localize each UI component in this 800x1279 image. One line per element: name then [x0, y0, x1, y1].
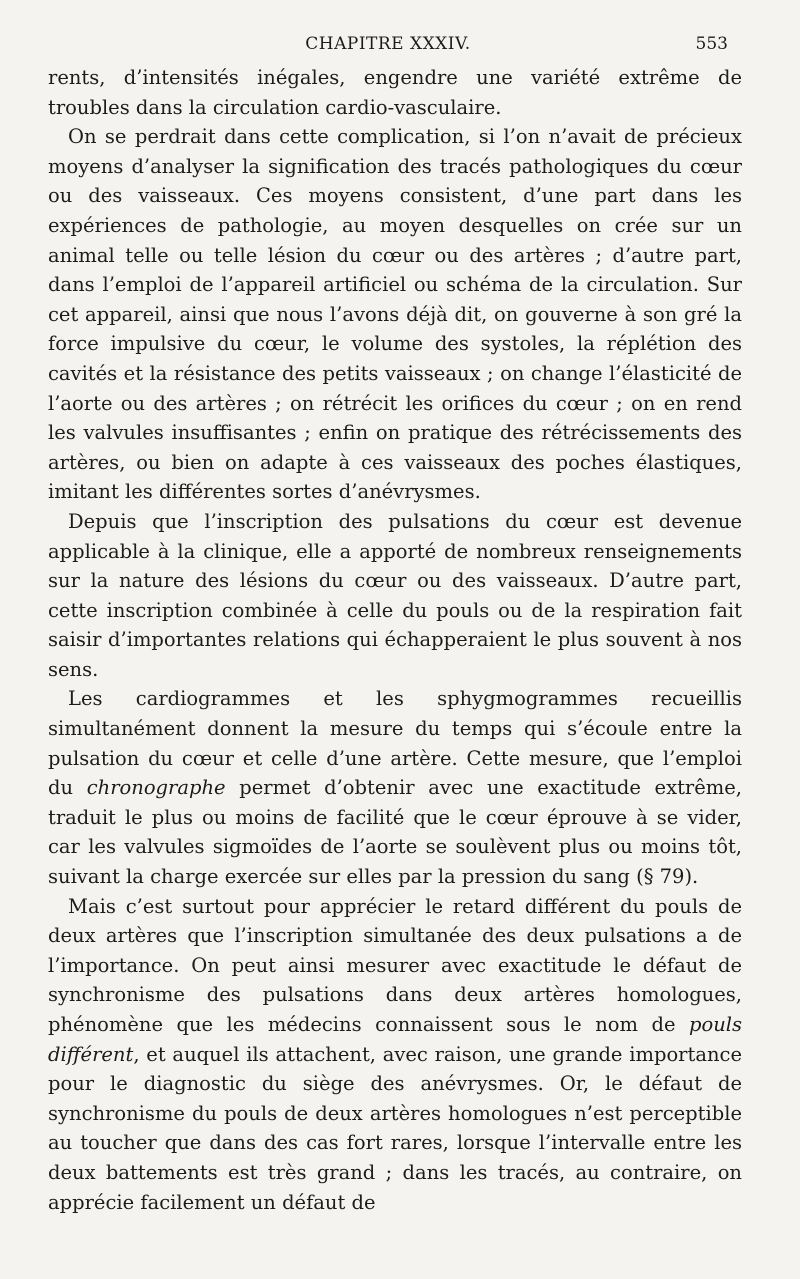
paragraph-clinical-inscription: Depuis que l’inscription des pulsations du cœur est devenue applicable à la clinique, elle a apporté de nombreux renseignements sur la nature des lésions du cœur ou des vaisseaux. D’autre part, cette inscription combinée à celle du pouls ou de la respiration fait saisir d’importantes relations qui échapperaient le plus souvent à nos sens.: [48, 509, 742, 681]
body-text: [48, 63, 742, 1217]
paragraph-continued: rents, d’intensités inégales, engendre une variété extrême de troubles dans la circulation cardio-vasculaire.: [48, 66, 742, 119]
paragraph-pouls-different: [48, 892, 742, 1218]
italic-term-chronographe: chronographe: [86, 776, 226, 800]
italic-term-pouls-different: pouls différent: [48, 1013, 742, 1066]
chapter-title: CHAPITRE XXXIV.: [305, 34, 471, 54]
paragraph-text: , et auquel ils attachent, avec raison, une grande importance pour le diagnostic du siège des anévrysmes. Or, le défaut de synchronisme du pouls de deux artères homologues n’est perceptible au toucher que dans des cas fort rares, lorsque l’intervalle entre les deux battements est très grand ; dans les tracés, au contraire, on apprécie facilement un défaut de: [48, 1042, 742, 1214]
paragraph-cardiograms: [48, 684, 742, 891]
paragraph-text: Les cardiogrammes et les sphygmogrammes recueillis simultanément donnent la mesure du temps qui s’écoule entre la pulsation du cœur et celle d’une artère. Cette mesure, que l’emploi du: [48, 687, 742, 800]
paragraph-text: permet d’obtenir avec une exactitude extrême, traduit le plus ou moins de facilité que le cœur éprouve à se vider, car les valvules sigmoïdes de l’aorte se soulèvent plus ou moins tôt, suivant la charge exercée sur elles par la pression du sang (§ 79).: [48, 776, 742, 889]
running-header: [48, 34, 728, 60]
paragraph-text: Mais c’est surtout pour apprécier le retard différent du pouls de deux artères que l’inscription simultanée des deux pulsations a de l’importance. On peut ainsi mesurer avec exactitude le défaut de synchronisme des pulsations dans deux artères homologues, phénomène que les médecins connaissent sous le nom de: [48, 894, 742, 1036]
paragraph-analysis-means: On se perdrait dans cette complication, si l’on n’avait de précieux moyens d’analyser la signification des tracés pathologiques du cœur ou des vaisseaux. Ces moyens consistent, d’une part dans les expériences de pathologie, au moyen desquelles on crée sur un animal telle ou telle lésion du cœur ou des artères ; d’autre part, dans l’emploi de l’appareil artificiel ou schéma de la circulation. Sur cet appareil, ainsi que nous l’avons déjà dit, on gouverne à son gré la force impulsive du cœur, le volume des systoles, la réplétion des cavités et la résistance des petits vaisseaux ; on change l’élasticité de l’aorte ou des artères ; on rétrécit les orifices du cœur ; on en rend les valvules insuffisantes ; enfin on pratique des rétrécissements des artères, ou bien on adapte à ces vaisseaux des poches élastiques, imitant les différentes sortes d’anévrysmes.: [48, 125, 742, 504]
page-number: 553: [695, 34, 728, 54]
